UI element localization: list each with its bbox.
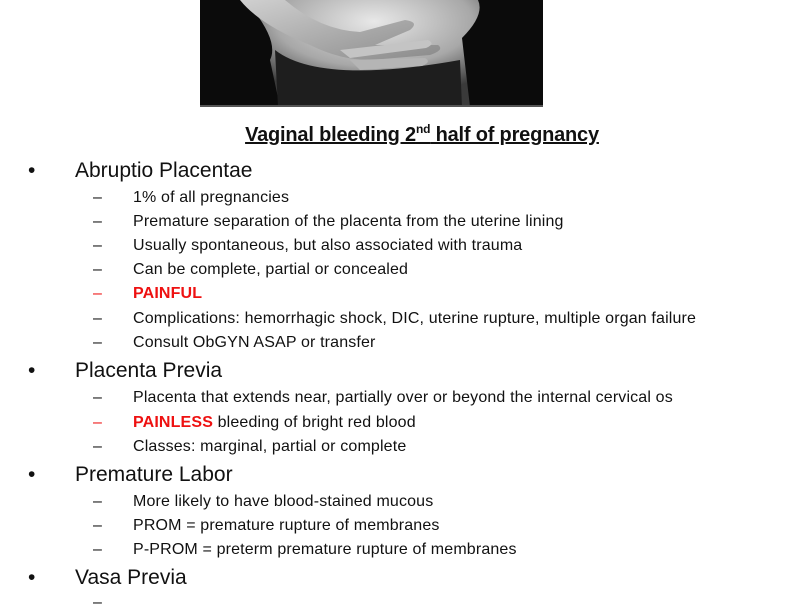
dash-icon: – (93, 213, 102, 230)
dash-icon: – (93, 285, 102, 302)
bullet-icon: • (28, 159, 36, 182)
dash-icon: – (93, 310, 102, 327)
dash-icon: – (93, 261, 102, 278)
title-superscript: nd (415, 122, 431, 136)
dash-icon: – (93, 517, 102, 534)
emphasis-painful: PAINFUL (133, 285, 203, 302)
bullet-icon: • (28, 566, 36, 589)
bullet-icon: • (28, 359, 36, 382)
dash-icon: – (93, 189, 102, 206)
pregnancy-photo (200, 0, 543, 107)
dash-icon: – (93, 438, 102, 455)
emphasis-painless: PAINLESS (133, 414, 214, 431)
dash-icon: – (93, 493, 102, 510)
dash-icon: – (93, 414, 102, 431)
dash-icon: – (93, 541, 102, 558)
dash-icon: – (93, 594, 102, 611)
bullet-icon: • (28, 463, 36, 486)
pregnant-belly-image (200, 0, 543, 107)
slide-title: Vaginal bleeding 2nd half of pregnancy (245, 122, 599, 146)
dash-icon: – (93, 237, 102, 254)
dash-icon: – (93, 334, 102, 351)
dash-icon: – (93, 389, 102, 406)
